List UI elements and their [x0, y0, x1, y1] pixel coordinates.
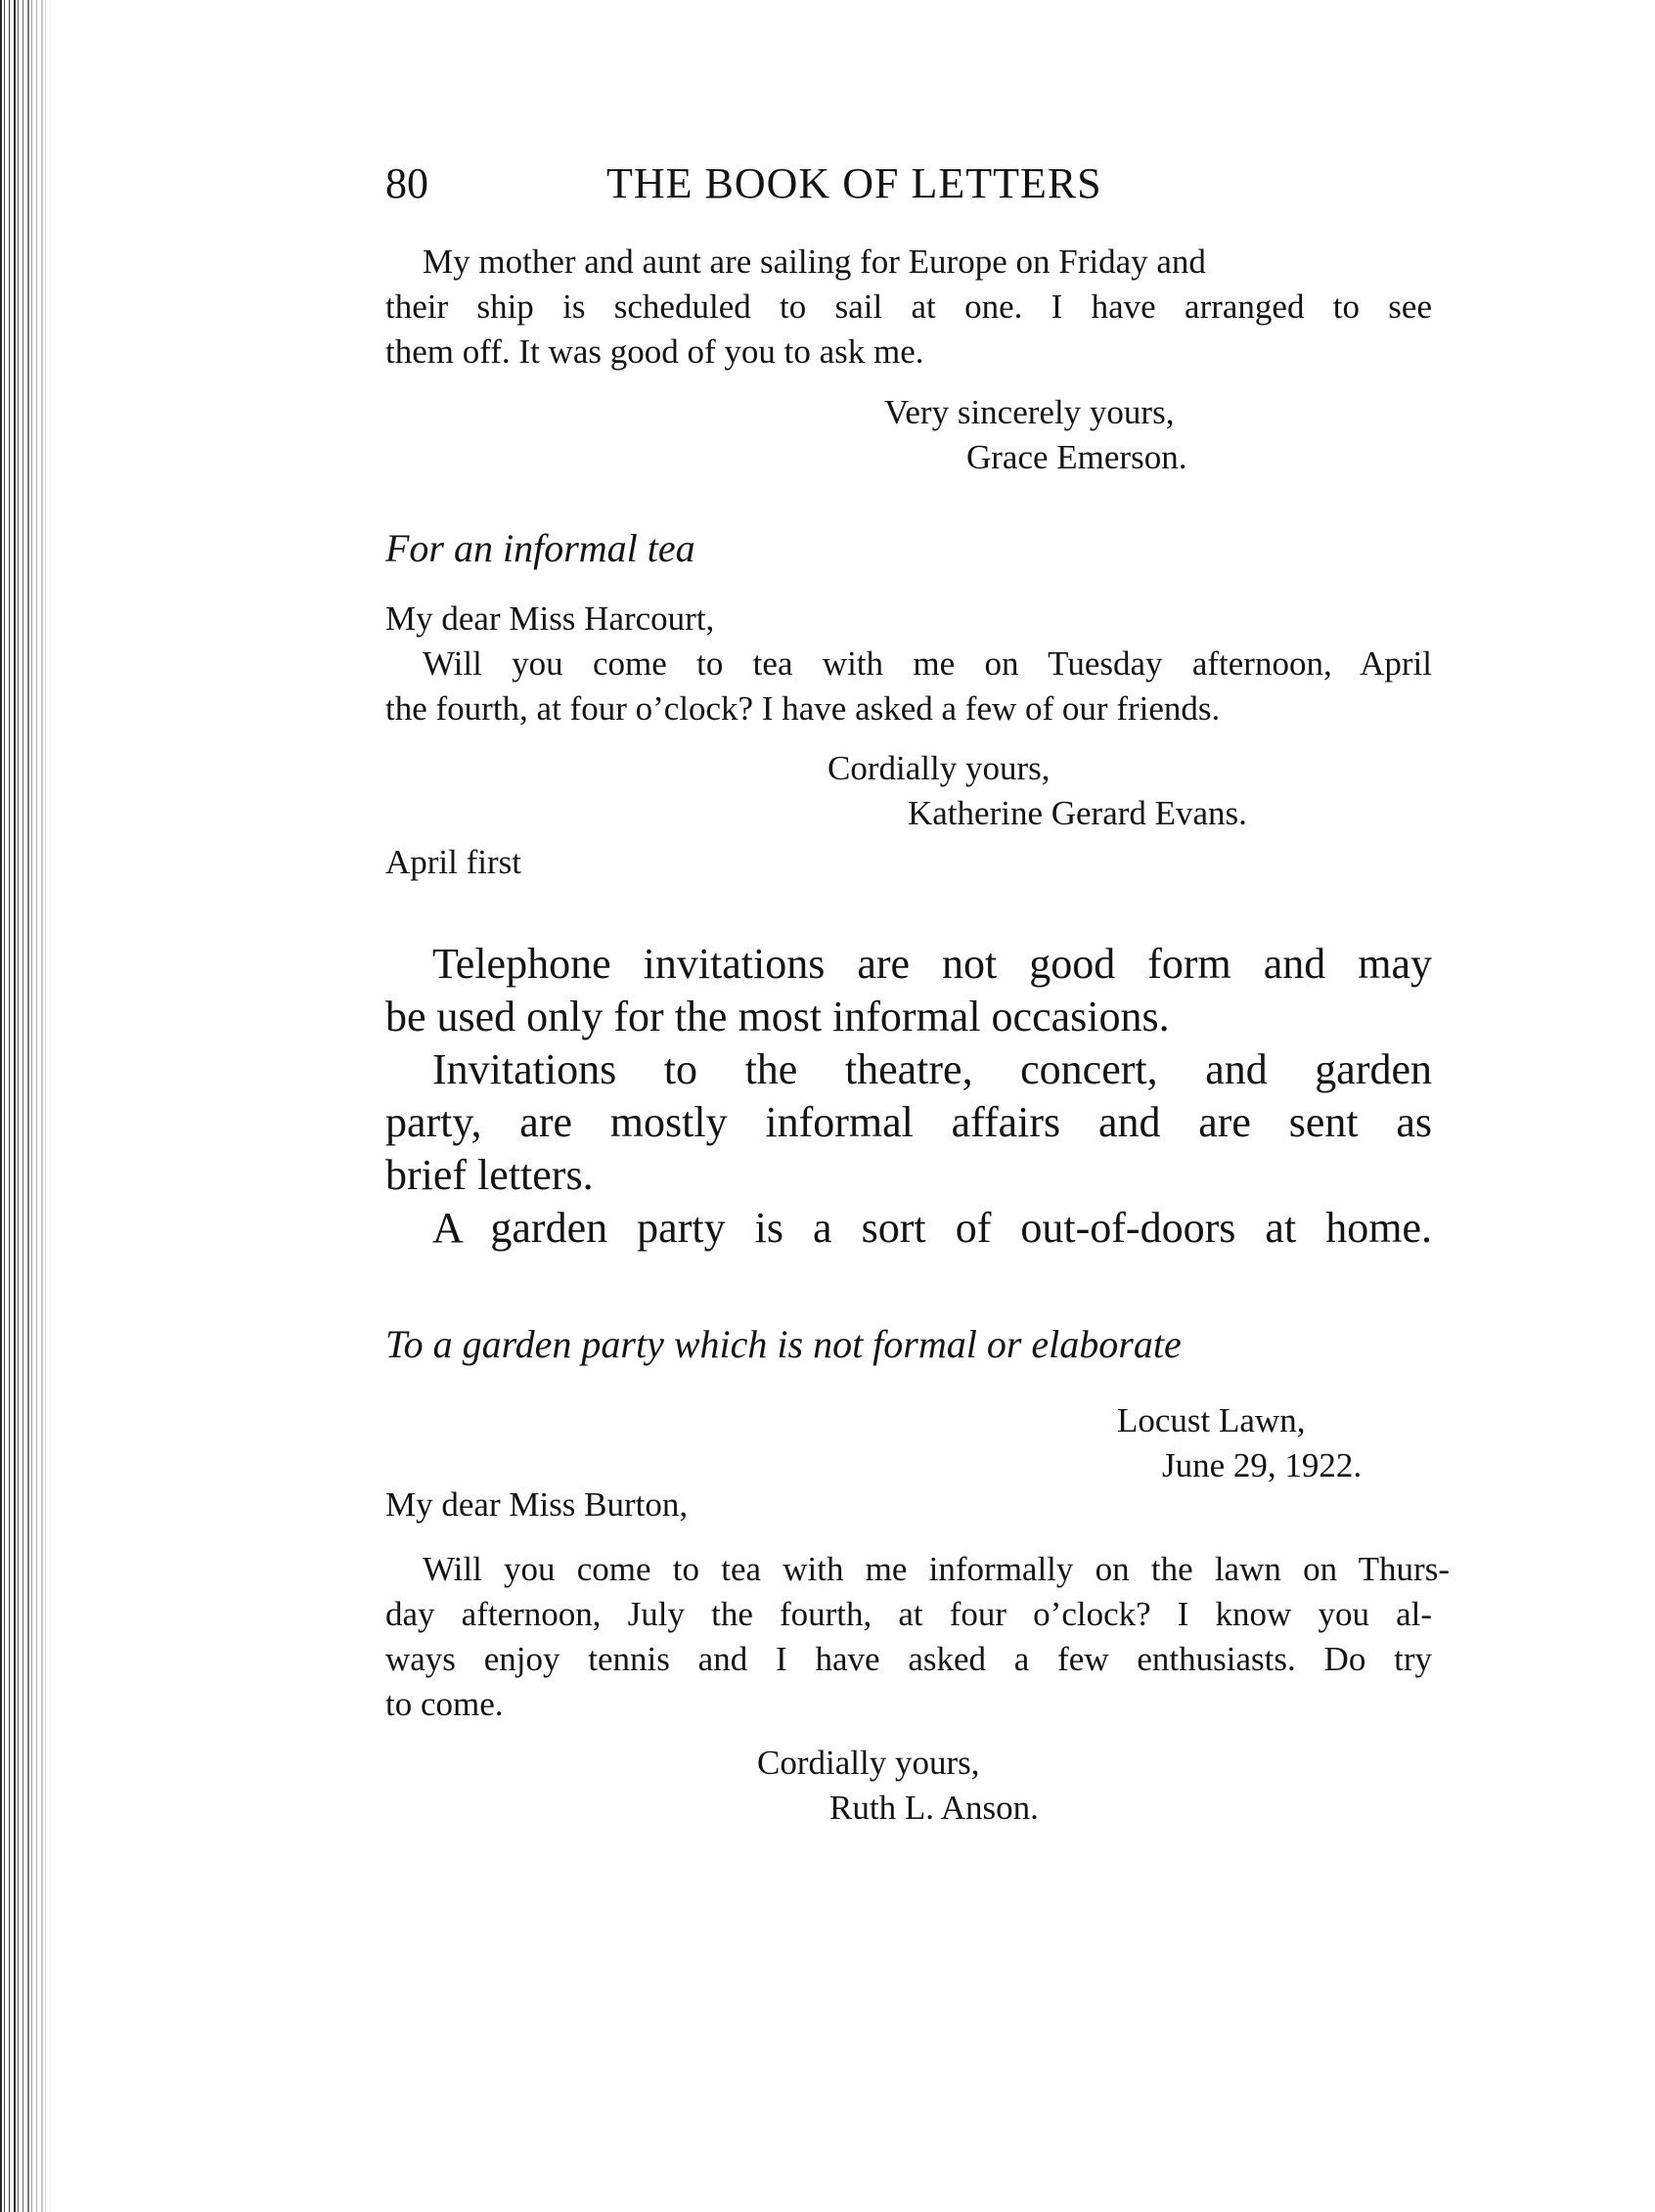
- commentary-line-1: Telephone invitations are not good form and may: [432, 940, 1432, 988]
- page-number: 80: [385, 159, 428, 207]
- informal-tea-line-1: Will you come to tea with me on Tuesday afternoon, April: [423, 644, 1432, 683]
- garden-party-heading: To a garden party which is not formal or elaborate: [385, 1322, 1182, 1366]
- garden-party-line-3: ways enjoy tennis and I have asked a few enthusiasts. Do try: [385, 1640, 1432, 1678]
- commentary-line-2: be used only for the most informal occasions.: [385, 993, 1170, 1040]
- intro-line-2: their ship is scheduled to sail at one. I have arranged to see: [385, 288, 1432, 326]
- informal-tea-salutation: My dear Miss Harcourt,: [385, 599, 715, 638]
- garden-party-salutation: My dear Miss Burton,: [385, 1485, 689, 1524]
- intro-line-1: My mother and aunt are sailing for Europe on Friday and: [423, 243, 1206, 281]
- informal-tea-signature: Katherine Gerard Evans.: [908, 794, 1247, 832]
- garden-party-date: June 29, 1922.: [1162, 1446, 1363, 1484]
- commentary-line-6: A garden party is a sort of out-of-doors at home.: [432, 1204, 1432, 1252]
- garden-party-signature: Ruth L. Anson.: [829, 1789, 1039, 1827]
- running-title: THE BOOK OF LETTERS: [606, 159, 1102, 207]
- commentary-line-4: party, are mostly informal affairs and are sent as: [385, 1098, 1432, 1146]
- intro-closing: Very sincerely yours,: [884, 393, 1175, 431]
- commentary-line-5: brief letters.: [385, 1151, 594, 1199]
- garden-party-closing: Cordially yours,: [757, 1744, 980, 1782]
- informal-tea-date: April first: [385, 843, 522, 881]
- intro-line-3: them off. It was good of you to ask me.: [385, 332, 924, 371]
- garden-party-line-1: Will you come to tea with me informally on the lawn on Thurs-: [423, 1550, 1450, 1588]
- informal-tea-closing: Cordially yours,: [828, 749, 1051, 787]
- page-binding-fade: [14, 0, 53, 2212]
- intro-signature: Grace Emerson.: [966, 438, 1187, 476]
- garden-party-address: Locust Lawn,: [1117, 1401, 1306, 1439]
- informal-tea-line-2: the fourth, at four o’clock? I have asked a few of our friends.: [385, 689, 1221, 728]
- garden-party-line-2: day afternoon, July the fourth, at four o’clock? I know you al-: [385, 1595, 1432, 1633]
- commentary-line-3: Invitations to the theatre, concert, and garden: [432, 1045, 1432, 1093]
- garden-party-line-4: to come.: [385, 1685, 504, 1723]
- informal-tea-heading: For an informal tea: [385, 526, 695, 570]
